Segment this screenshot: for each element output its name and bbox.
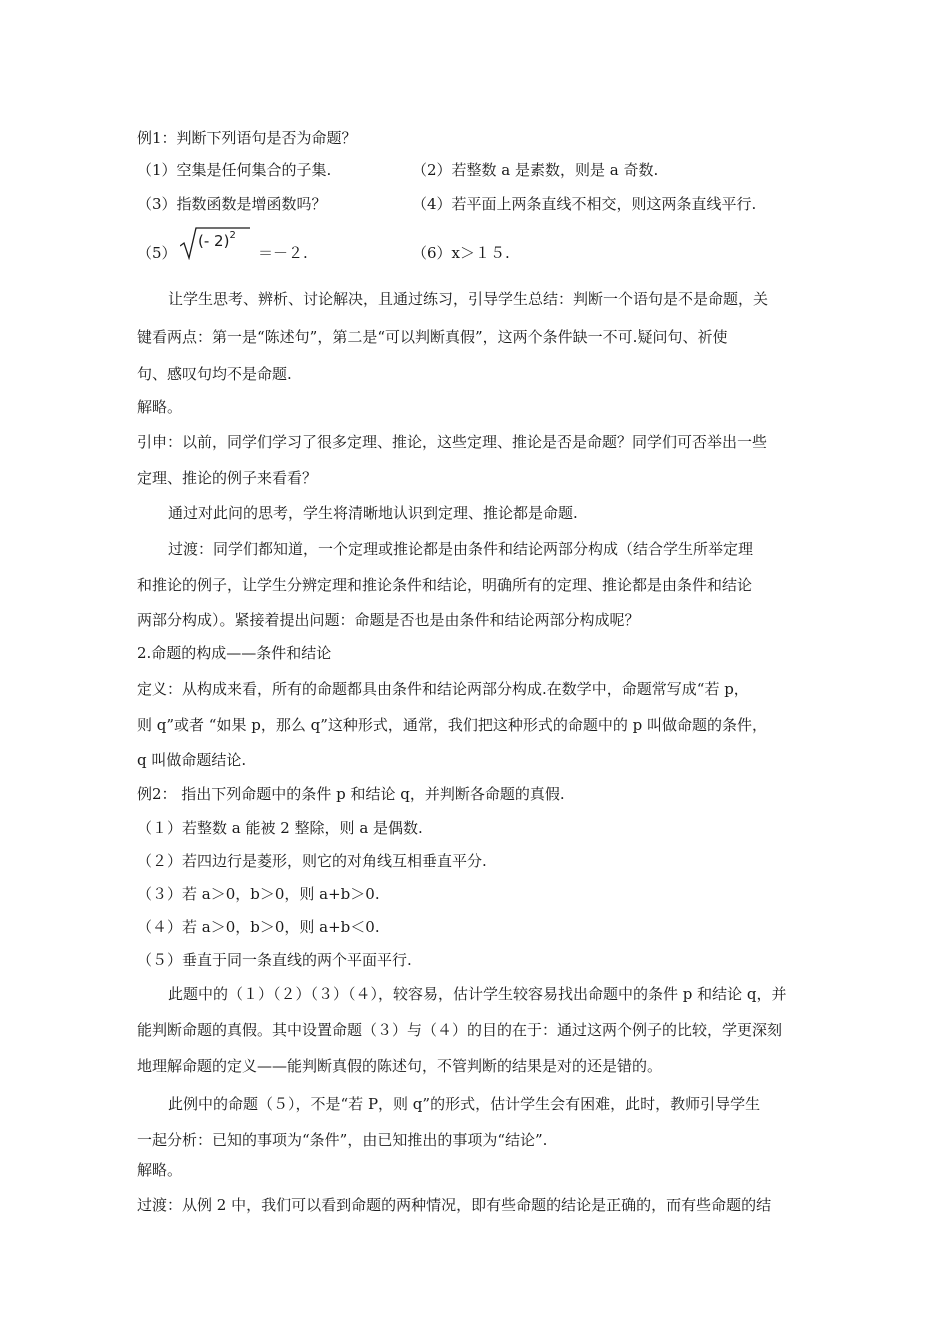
paragraph3-line2: 能判断命题的真假。其中设置命题（３）与（４）的目的在于：通过这两个例子的比较，学更深刻 (137, 1021, 783, 1039)
paragraph3-line3: 地理解命题的定义——能判断真假的陈述句，不管判断的结果是对的还是错的。 (137, 1057, 663, 1075)
extension-line2: 定理、推论的例子来看看？ (137, 469, 318, 487)
paragraph4-line2: 一起分析：已知的事项为“条件”，由已知推出的事项为“结论”. (137, 1131, 548, 1149)
transition2-line1: 过渡：从例 2 中，我们可以看到命题的两种情况，即有些命题的结论是正确的，而有些命题的结 (137, 1196, 772, 1214)
solution-omitted-2: 解略。 (137, 1161, 183, 1179)
example2-item5: （５）垂直于同一条直线的两个平面平行. (137, 951, 412, 969)
example2-item1: （１）若整数 a 能被 2 整除，则 a 是偶数. (137, 819, 423, 837)
example1-item6: （6）x＞１５. (412, 244, 510, 262)
paragraph2: 通过对此问的思考，学生将清晰地认识到定理、推论都是命题. (168, 504, 578, 522)
section2-heading: 2.命题的构成——条件和结论 (137, 644, 332, 662)
example1-item5-label: （5） (137, 244, 177, 262)
example2-item2: （２）若四边行是菱形，则它的对角线互相垂直平分. (137, 852, 487, 870)
paragraph1-line2: 键看两点：第一是“陈述句”，第二是“可以判断真假”，这两个条件缺一不可.疑问句、祈使 (137, 328, 728, 346)
definition-line2: 则 q”或者 “如果 p，那么 q”这种形式，通常，我们把这种形式的命题中的 p 叫做命题的条件， (137, 716, 768, 734)
transition1-line3: 两部分构成）。紧接着提出问题：命题是否也是由条件和结论两部分构成呢？ (137, 611, 640, 629)
paragraph1-line3: 句、感叹句均不是命题. (137, 365, 292, 383)
radicand-exponent: 2 (229, 230, 236, 241)
example1-item1: （1）空集是任何集合的子集. (137, 161, 332, 179)
radicand-base: (- 2) (198, 232, 230, 250)
transition1-line1: 过渡：同学们都知道，一个定理或推论都是由条件和结论两部分构成（结合学生所举定理 (168, 540, 754, 558)
example1-item5-rest: ＝－２. (258, 244, 308, 262)
paragraph4-line1: 此例中的命题（５），不是“若 P，则 q”的形式，估计学生会有困难，此时，教师引导学生 (168, 1095, 761, 1113)
definition-line3: q 叫做命题结论. (137, 751, 247, 769)
solution-omitted-1: 解略。 (137, 398, 183, 416)
paragraph3-line1: 此题中的（１）（２）（３）（４），较容易，估计学生较容易找出命题中的条件 p 和结论 q，并 (168, 985, 787, 1003)
extension-line1: 引申：以前，同学们学习了很多定理、推论，这些定理、推论是否是命题？同学们可否举出一些 (137, 433, 768, 451)
sqrt-radicand (198, 232, 236, 250)
example2-item3: （３）若 a＞0，b＞0，则 a+b＞0. (137, 885, 380, 903)
paragraph1-line1: 让学生思考、辨析、讨论解决，且通过练习，引导学生总结：判断一个语句是不是命题，关 (168, 290, 769, 308)
definition-line1: 定义：从构成来看，所有的命题都具由条件和结论两部分构成.在数学中，命题常写成“若 p， (137, 680, 749, 698)
example1-item2: （2）若整数 a 是素数，则是 a 奇数. (412, 161, 659, 179)
example1-item3: （3）指数函数是增函数吗？ (137, 195, 327, 213)
transition1-line2: 和推论的例子，让学生分辨定理和推论条件和结论，明确所有的定理、推论都是由条件和结论 (137, 576, 753, 594)
example1-item4: （4）若平面上两条直线不相交，则这两条直线平行. (412, 195, 757, 213)
example1-title: 例1：判断下列语句是否为命题？ (137, 129, 357, 147)
example2-item4: （４）若 a＞0，b＞0，则 a+b＜0. (137, 918, 380, 936)
example2-title: 例2： 指出下列命题中的条件 p 和结论 q，并判断各命题的真假. (137, 785, 565, 803)
